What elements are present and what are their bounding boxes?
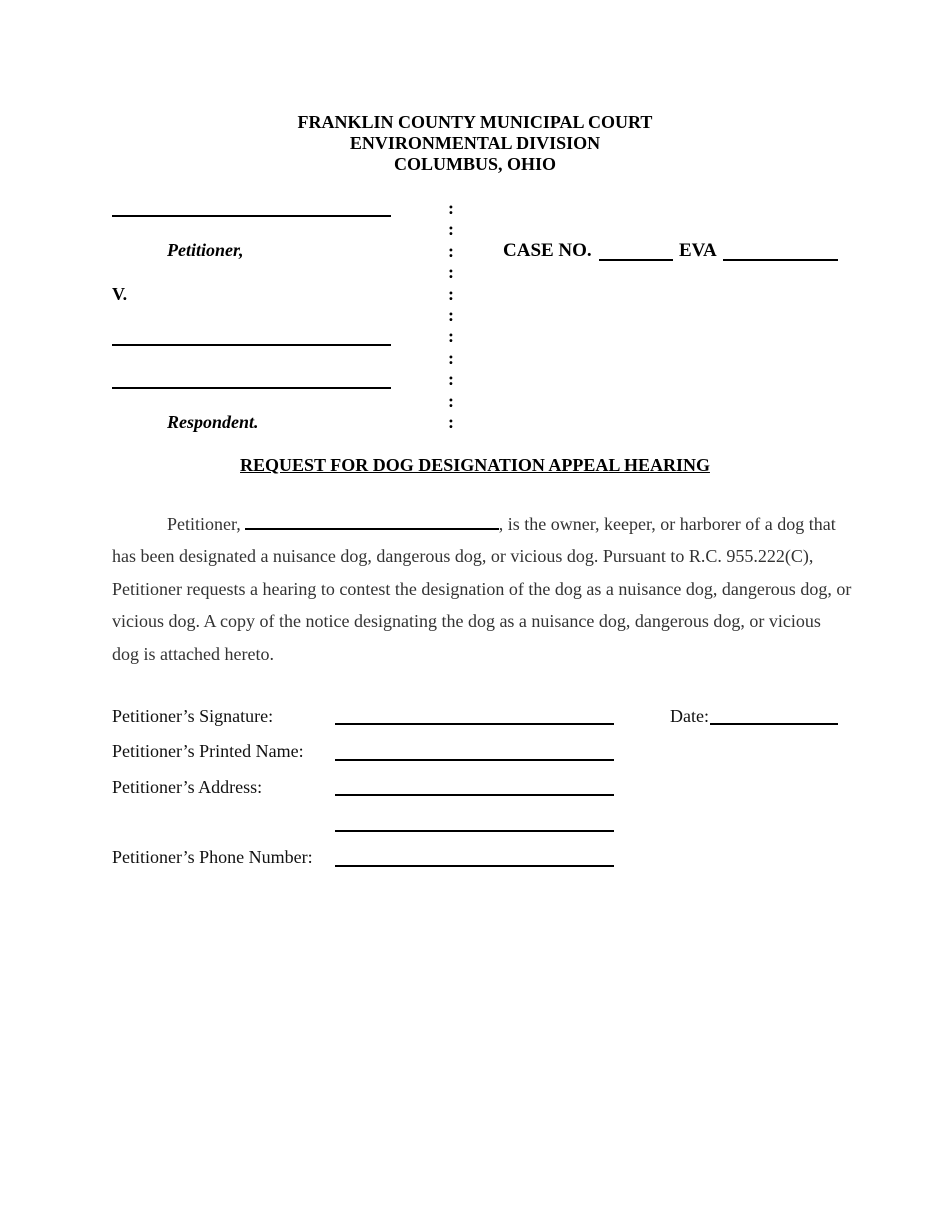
court-header (0, 112, 950, 175)
court-location: COLUMBUS, OHIO (393, 154, 557, 174)
petitioner-inline-name-field[interactable] (245, 510, 499, 530)
versus-label: V. (112, 284, 128, 304)
printed-name-label: Petitioner’s Printed Name: (112, 741, 304, 761)
address-field-line-2[interactable] (335, 830, 614, 832)
caption-colon: : (448, 219, 454, 240)
date-field[interactable] (710, 723, 838, 725)
paragraph-prefix: Petitioner, (167, 514, 241, 534)
address-field-line-1[interactable] (335, 794, 614, 796)
caption-colon: : (448, 240, 454, 261)
caption-colon: : (448, 412, 454, 433)
signature-field[interactable] (335, 723, 614, 725)
phone-field[interactable] (335, 865, 614, 867)
case-number-field[interactable] (599, 259, 673, 261)
court-name: FRANKLIN COUNTY MUNICIPAL COURT (297, 112, 653, 132)
caption-colon: : (448, 198, 454, 218)
respondent-label: Respondent. (167, 412, 259, 432)
caption-colon: : (448, 283, 454, 304)
address-label: Petitioner’s Address: (112, 777, 263, 797)
request-paragraph (112, 508, 852, 670)
caption-colon: : (448, 262, 454, 283)
printed-name-field[interactable] (335, 759, 614, 761)
court-division: ENVIRONMENTAL DIVISION (349, 133, 601, 153)
document-title: REQUEST FOR DOG DESIGNATION APPEAL HEARING (240, 455, 710, 475)
caption-colon: : (448, 369, 454, 390)
caption-colon: : (448, 326, 454, 347)
eva-label: EVA (679, 240, 717, 261)
caption-colon: : (448, 347, 454, 368)
date-label: Date: (670, 706, 709, 726)
respondent-name-field-2[interactable] (112, 387, 391, 389)
caption-colon: : (448, 305, 454, 326)
petitioner-name-field[interactable] (112, 215, 391, 217)
caption-colon-column (444, 198, 458, 433)
eva-number-field[interactable] (723, 259, 838, 261)
case-no-label: CASE NO. (503, 240, 592, 261)
caption-colon: : (448, 390, 454, 411)
phone-label: Petitioner’s Phone Number: (112, 847, 313, 867)
paragraph-text: , is the owner, keeper, or harborer of a dog that has been designated a nuisance dog, dangerous dog, or vicious dog. Pursuant to R.C. 955.222(C), Petitioner requests a hearing to contest the designation of the dog as a nuisance dog, dangerous dog, or vicious dog. A copy of the notice designating the dog as a nuisance dog, dangerous dog, or vicious dog is attached hereto. (112, 514, 852, 664)
petitioner-label: Petitioner, (167, 240, 244, 260)
signature-label: Petitioner’s Signature: (112, 706, 274, 726)
respondent-name-field-1[interactable] (112, 344, 391, 346)
